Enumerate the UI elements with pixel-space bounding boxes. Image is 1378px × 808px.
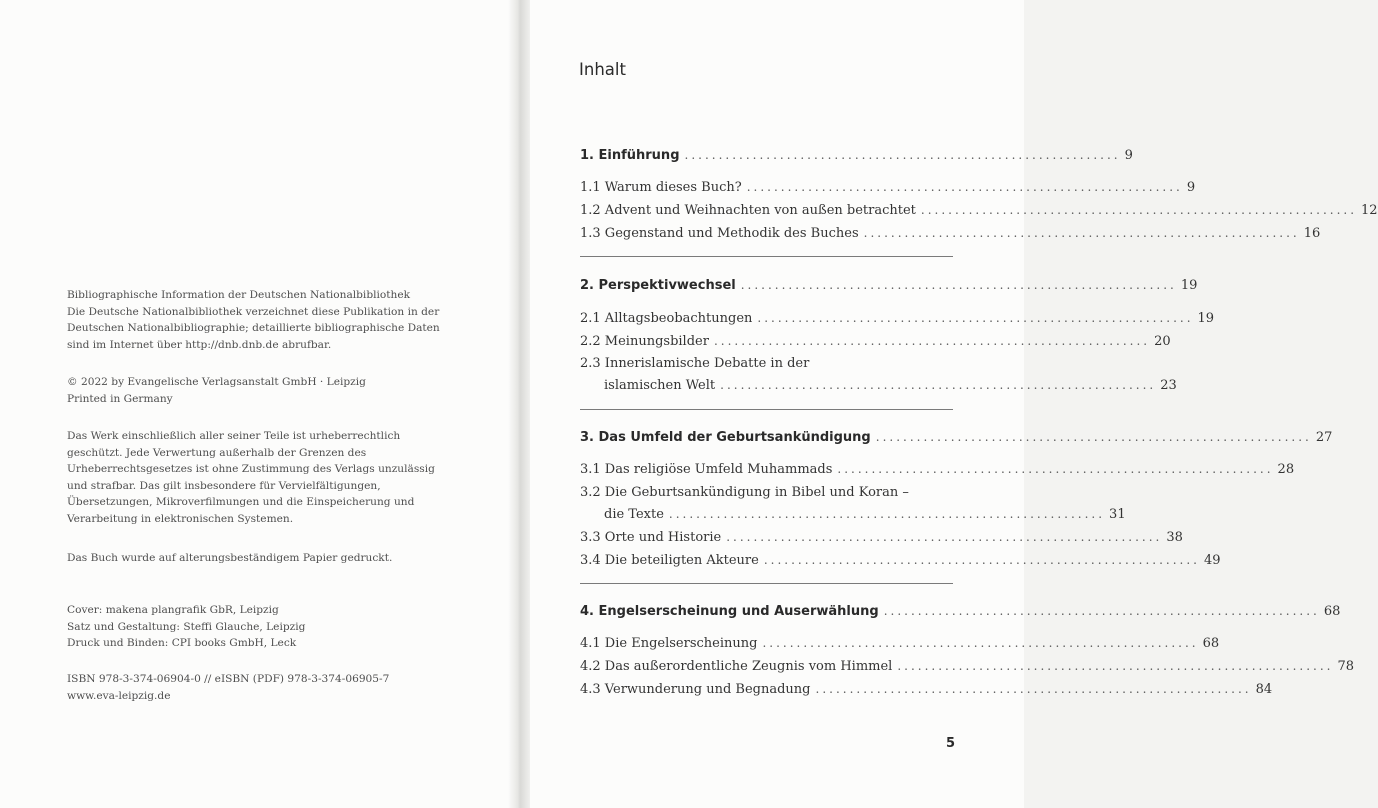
toc-chapter-title: 3. Das Umfeld der Geburtsankündigung xyxy=(580,430,871,445)
toc-chapter-title: 4. Engelserscheinung und Auserwählung xyxy=(580,604,879,619)
dot-leader: ................................................................ xyxy=(713,334,1151,348)
dot-leader: ................................................................ xyxy=(815,682,1252,696)
bibliographic-info xyxy=(67,287,467,353)
imprint-line: Die Deutsche Nationalbibliothek verzeichnet diese Publikation in der xyxy=(67,305,440,318)
imprint-line: Bibliographische Information der Deutschen Nationalbibliothek xyxy=(67,289,411,301)
imprint-line: geschützt. Jede Verwertung außerhalb der Grenzen des xyxy=(67,446,367,459)
toc-page-number: 49 xyxy=(1203,553,1221,568)
toc-page-number: 23 xyxy=(1160,378,1177,393)
imprint-line: Übersetzungen, Mikroverfilmungen und die Einspeicherung und xyxy=(67,496,415,508)
dot-leader: ................................................................ xyxy=(763,553,1200,567)
dot-leader: ................................................................ xyxy=(897,659,1334,673)
toc-page-number: 20 xyxy=(1154,334,1171,349)
toc-entry-1-2 xyxy=(580,203,1378,225)
dot-leader: ................................................................ xyxy=(837,462,1274,476)
toc-page-number: 9 xyxy=(1124,148,1133,163)
toc-page-number: 12 xyxy=(1361,203,1378,218)
toc-entry-title: 2.2 Meinungsbilder xyxy=(580,334,709,349)
toc-entry-title: 4.3 Verwunderung und Begnadung xyxy=(580,682,811,697)
section-divider xyxy=(580,256,953,257)
toc-entry-1-3 xyxy=(580,226,1321,248)
toc-chapter-title: 2. Perspektivwechsel xyxy=(580,278,736,293)
toc-entry-4-2 xyxy=(580,659,1355,681)
imprint-line: Deutschen Nationalbibliographie; detaillierte bibliographische Daten xyxy=(67,322,440,334)
toc-page-number: 16 xyxy=(1303,226,1321,241)
dot-leader: ................................................................ xyxy=(875,430,1312,444)
toc-entry-2-3 xyxy=(604,378,1177,400)
toc-entry-2-3-line1: 2.3 Innerislamische Debatte in der xyxy=(580,356,810,371)
dot-leader: ................................................................ xyxy=(668,507,1106,521)
toc-entry-title: 3.1 Das religiöse Umfeld Muhammads xyxy=(580,462,833,477)
imprint-line: sind im Internet über http://dnb.dnb.de abrufbar. xyxy=(67,338,332,351)
paper-notice xyxy=(67,550,467,567)
imprint-line: Verarbeitung in elektronischen Systemen. xyxy=(67,512,294,525)
credits-block xyxy=(67,602,467,652)
toc-page-number: 68 xyxy=(1202,636,1220,651)
toc-entry-title: 2.1 Alltagsbeobachtungen xyxy=(580,311,753,326)
dot-leader: ................................................................ xyxy=(883,604,1320,618)
toc-page-number: 84 xyxy=(1255,682,1273,697)
rights-notice xyxy=(67,428,467,527)
toc-chapter-1 xyxy=(580,148,1133,170)
toc-entry-3-1 xyxy=(580,462,1295,484)
page-number: 5 xyxy=(946,736,956,751)
toc-page-number: 31 xyxy=(1109,507,1126,522)
dot-leader: ................................................................ xyxy=(920,203,1358,217)
dot-leader: ................................................................ xyxy=(684,148,1121,162)
imprint-line: Druck und Binden: CPI books GmbH, Leck xyxy=(67,637,297,649)
toc-entry-title: 4.1 Die Engelserscheinung xyxy=(580,636,758,651)
isbn-block xyxy=(67,671,467,704)
toc-entry-3-3 xyxy=(580,530,1183,552)
dot-leader: ................................................................ xyxy=(720,378,1157,392)
toc-page-number: 19 xyxy=(1180,278,1198,293)
toc-chapter-4 xyxy=(580,604,1341,626)
toc-entry-3-2 xyxy=(604,507,1126,529)
section-divider xyxy=(580,409,953,410)
toc-entry-title: 1.1 Warum dieses Buch? xyxy=(580,180,742,195)
toc-entry-title: 1.3 Gegenstand und Methodik des Buches xyxy=(580,226,859,241)
toc-entry-2-2 xyxy=(580,334,1171,356)
imprint-line: Das Werk einschließlich aller seiner Teile ist urheberrechtlich xyxy=(67,430,401,442)
toc-page-number: 28 xyxy=(1277,462,1295,477)
book-gutter xyxy=(508,0,530,808)
dot-leader: ................................................................ xyxy=(740,278,1177,292)
dot-leader: ................................................................ xyxy=(726,530,1163,544)
toc-entry-2-1 xyxy=(580,311,1215,333)
toc-entry-title: islamischen Welt xyxy=(604,378,716,393)
toc-chapter-title: 1. Einführung xyxy=(580,148,680,163)
toc-page-number: 68 xyxy=(1323,604,1341,619)
imprint-line: und strafbar. Das gilt insbesondere für Vervielfältigungen, xyxy=(67,479,381,492)
dot-leader: ................................................................ xyxy=(863,226,1300,240)
imprint-line: Urheberrechtsgesetzes ist ohne Zustimmung des Verlags unzulässig xyxy=(67,463,435,475)
copyright-block xyxy=(67,374,467,407)
toc-page-number: 27 xyxy=(1315,430,1333,445)
toc-page-number: 9 xyxy=(1186,180,1196,195)
toc-chapter-3 xyxy=(580,430,1333,452)
toc-entry-title: 1.2 Advent und Weihnachten von außen betrachtet xyxy=(580,203,916,218)
imprint-line: Satz und Gestaltung: Steffi Glauche, Leipzig xyxy=(67,620,306,633)
imprint-line: Das Buch wurde auf alterungsbeständigem Papier gedruckt. xyxy=(67,552,393,564)
dot-leader: ................................................................ xyxy=(757,311,1194,325)
toc-entry-3-2-line1: 3.2 Die Geburtsankündigung in Bibel und Koran – xyxy=(580,485,909,500)
toc-title: Inhalt xyxy=(579,60,626,79)
toc-entry-title: 3.4 Die beteiligten Akteure xyxy=(580,553,759,568)
toc-page-number: 78 xyxy=(1337,659,1355,674)
section-divider xyxy=(580,583,953,584)
imprint-line: © 2022 by Evangelische Verlagsanstalt GmbH · Leipzig xyxy=(67,376,366,388)
toc-entry-title: 4.2 Das außerordentliche Zeugnis vom Himmel xyxy=(580,659,893,674)
toc-entry-title: die Texte xyxy=(604,507,664,522)
toc-page-number: 19 xyxy=(1197,311,1215,326)
toc-chapter-2 xyxy=(580,278,1198,300)
imprint-line: www.eva-leipzig.de xyxy=(67,689,171,702)
toc-entry-title: 3.3 Orte und Historie xyxy=(580,530,722,545)
toc-entry-4-3 xyxy=(580,682,1273,704)
dot-leader: ................................................................ xyxy=(746,180,1183,194)
toc-entry-3-4 xyxy=(580,553,1221,575)
toc-entry-1-1 xyxy=(580,180,1196,202)
dot-leader: ................................................................ xyxy=(762,636,1199,650)
imprint-line: ISBN 978-3-374-06904-0 // eISBN (PDF) 978-3-374-06905-7 xyxy=(67,673,390,685)
imprint-line: Printed in Germany xyxy=(67,392,173,405)
toc-page-number: 38 xyxy=(1166,530,1183,545)
imprint-line: Cover: makena plangrafik GbR, Leipzig xyxy=(67,604,279,616)
toc-entry-4-1 xyxy=(580,636,1220,658)
